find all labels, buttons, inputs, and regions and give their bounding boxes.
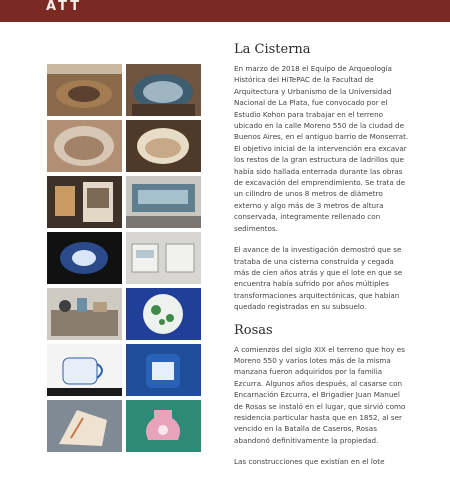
- paragraph: Las construcciones que existían en el lote: [234, 457, 385, 467]
- gallery-thumb-ceramic-sherd[interactable]: [47, 400, 122, 452]
- gallery-thumb-display-cases[interactable]: [126, 232, 201, 284]
- paragraph: El avance de la investigación demostró que se trataba de una cisterna construida y cegada más de cien años atrás y que el lote en que se encuentra había sufrido por años múltiples transformaciones arquitectónicas, que habían quedado registradas en su subsuelo.: [234, 245, 403, 312]
- gallery-row: [47, 344, 202, 396]
- top-banner: [0, 0, 450, 22]
- gallery-row: [47, 288, 202, 340]
- site-logo[interactable]: ATT: [46, 0, 83, 14]
- photo-gallery: [47, 64, 202, 456]
- gallery-thumb-blue-cup[interactable]: [47, 344, 122, 396]
- gallery-thumb-cistern-sediment[interactable]: [47, 120, 122, 172]
- gallery-row: [47, 232, 202, 284]
- section-title-rosas: Rosas: [234, 322, 273, 338]
- gallery-row: [47, 400, 202, 452]
- gallery-row: [47, 176, 202, 228]
- gallery-thumb-museum-interior[interactable]: [47, 176, 122, 228]
- gallery-thumb-blue-bottle[interactable]: [126, 344, 201, 396]
- gallery-thumb-pink-vase[interactable]: [126, 400, 201, 452]
- gallery-thumb-green-ceramic-plate[interactable]: [126, 288, 201, 340]
- gallery-thumb-excavation-site[interactable]: [47, 64, 122, 116]
- paragraph: En marzo de 2018 el Equipo de Arqueología Histórica del HiTePAC de la Facultad de Arquitectura y Urbanismo de la Universidad Nacional de La Plata, fue convocado por el Estudio Kohon para trabajar en el terreno ubicado en la calle Moreno 550 de la ciudad de Buenos Aires, en el antiguo barrio de Monserrat. El objetivo inicial de la intervención era excavar los restos de la gran estructura de ladrillos que había sido hallada enterrada durante las obras de excavación del emprendimiento. Se trata de un cilindro de unos 8 metros de diámetro externo y algo más de 3 metros de altura conservada, integramente rellenado con sedimentos.: [234, 64, 409, 233]
- paragraph: A comienzos del siglo XIX el terreno que hoy es Moreno 550 y varios lotes más de la misma manzana fueron adquiridos por la familia Ezcurra. Algunos años después, al casarse con Encarnación Ezcurra, el Brigadier Juan Manuel de Rosas se instaló en el lugar, que sirvió como residencia particular hasta que en 1852, al ser vencido en la Batalla de Caseros, Rosas abandonó definitivamente la propiedad.: [234, 344, 406, 445]
- gallery-row: [47, 120, 202, 172]
- section-title-la-cisterna: La Cisterna: [234, 42, 311, 57]
- gallery-row: [47, 64, 202, 116]
- gallery-thumb-lit-vitrine[interactable]: [47, 232, 122, 284]
- gallery-thumb-exhibit-display[interactable]: [126, 176, 201, 228]
- gallery-thumb-artifacts-table[interactable]: [47, 288, 122, 340]
- gallery-thumb-ceramic-fragment[interactable]: [126, 120, 201, 172]
- gallery-thumb-excavation-circle[interactable]: [126, 64, 201, 116]
- article-content: [234, 42, 410, 478]
